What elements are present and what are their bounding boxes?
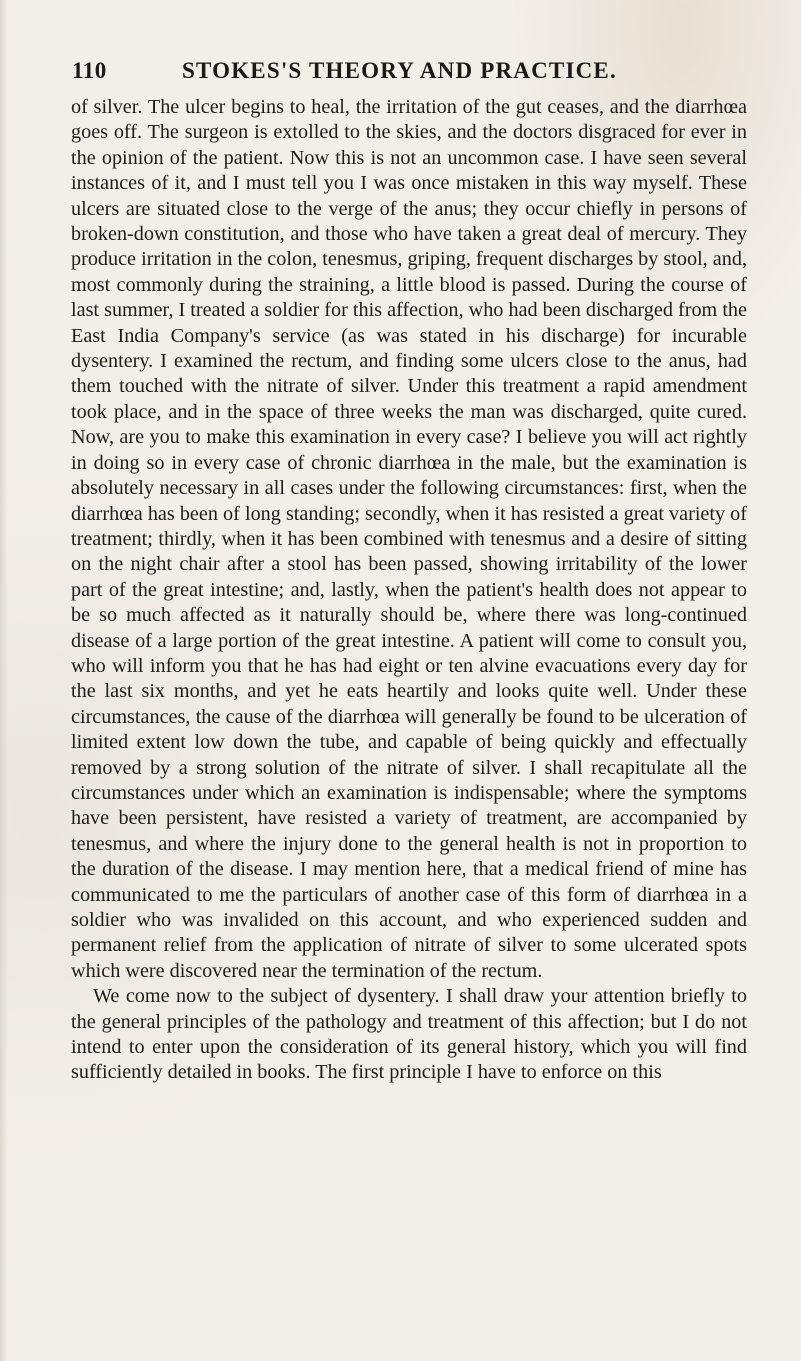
page-header	[72, 58, 744, 88]
paragraph-continued: of silver. The ulcer begins to heal, the irritation of the gut ceases, and the diarrhœa goes off. The surgeon is extolled to the skies, and the doctors disgraced for ever in the opinion of the patient. Now this is not an uncommon case. I have seen several instances of it, and I must tell you I was once mistaken in this way myself. These ulcers are situated close to the verge of the anus; they occur chiefly in persons of broken-down constitution, and those who have taken a great deal of mercury. They produce irritation in the colon, tenesmus, griping, frequent discharges by stool, and, most commonly during the straining, a little blood is passed. During the course of last summer, I treated a soldier for this affection, who had been discharged from the East India Company's service (as was stated in his discharge) for incurable dysentery. I examined the rectum, and finding some ulcers close to the anus, had them touched with the nitrate of silver. Under this treatment a rapid amendment took place, and in the space of three weeks the man was discharged, quite cured. Now, are you to make this examination in every case? I believe you will act rightly in doing so in every case of chronic diarrhœa in the male, but the examination is absolutely necessary in all cases under the following circumstances: first, when the diarrhœa has been of long standing; secondly, when it has resisted a great variety of treatment; thirdly, when it has been combined with tenesmus and a desire of sitting on the night chair after a stool has been passed, showing irritability of the lower part of the great intestine; and, lastly, when the patient's health does not appear to be so much affected as it naturally should be, where there was long-continued disease of a large portion of the great intestine. A patient will come to consult you, who will inform you that he has had eight or ten alvine evacuations every day for the last six months, and yet he eats heartily and looks quite well. Under these circumstances, the cause of the diarrhœa will generally be found to be ulceration of limited extent low down the tube, and capable of being quickly and effectually removed by a strong solution of the nitrate of silver. I shall recapitulate all the circumstances under which an examination is indispensable; where the symptoms have been persistent, have resisted a variety of treatment, are accompanied by tenesmus, and where the injury done to the general health is not in proportion to the duration of the disease. I may mention here, that a medical friend of mine has communicated to me the particulars of another case of this form of diarrhœa in a soldier who was invalided on this account, and who experienced sudden and permanent relief from the application of nitrate of silver to some ulcerated spots which were discovered near the termination of the rectum.	[71, 96, 747, 982]
body-text	[71, 95, 747, 1086]
page-number: 110	[72, 58, 107, 83]
running-title: STOKES'S THEORY AND PRACTICE.	[182, 58, 617, 83]
page-edge-shadow	[0, 0, 8, 1361]
paragraph-dysentery: We come now to the subject of dysentery. I shall draw your attention briefly to the general principles of the pathology and treatment of this affection; but I do not intend to enter upon the consideration of its general history, which you will find sufficiently detailed in books. The first principle I have to enforce on this	[71, 985, 747, 1084]
